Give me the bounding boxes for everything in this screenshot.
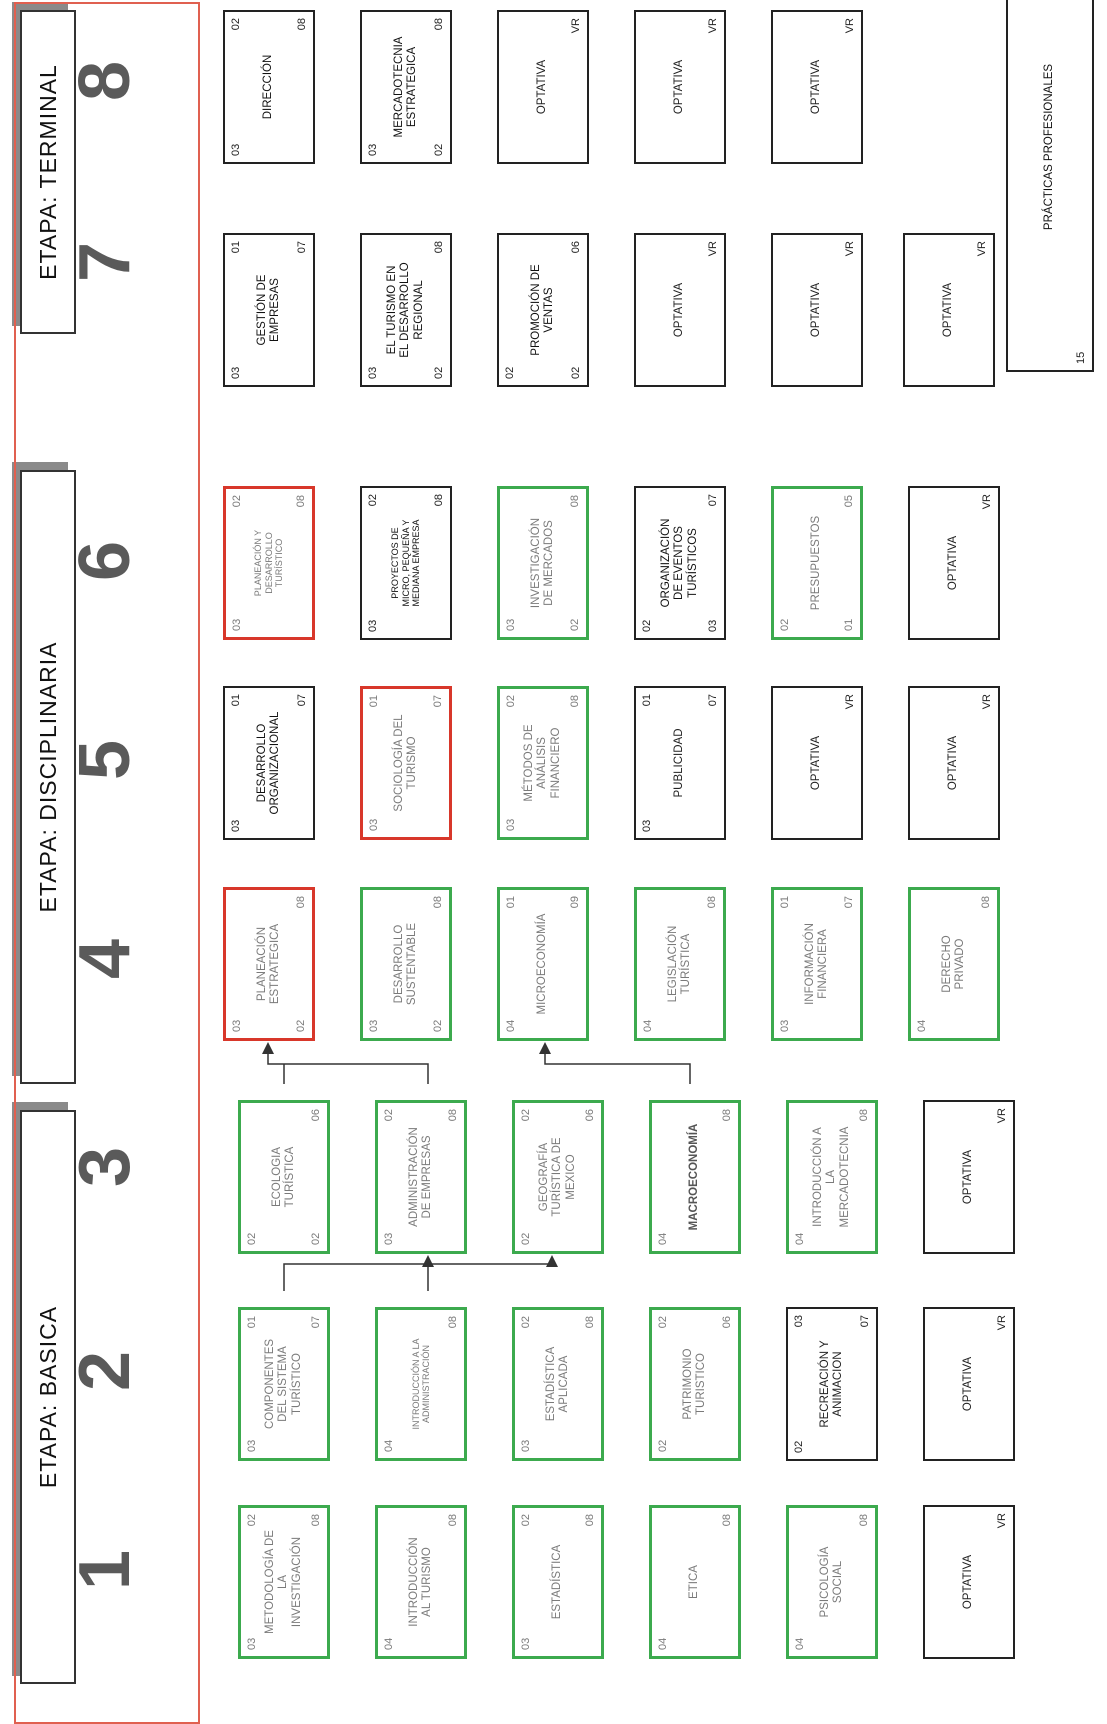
credit-bottom-right: VR [707, 241, 719, 257]
credit-top-left: 02 [504, 366, 516, 379]
credit-bottom-right: 05 [843, 495, 855, 508]
credit-bottom-right: 07 [432, 695, 444, 708]
credit-bottom-right: 07 [296, 694, 308, 707]
course-name: OPTATIVA [947, 535, 960, 591]
credit-top-right: 03 [793, 1315, 805, 1328]
credit-bottom-right: 08 [569, 495, 581, 508]
arrow-introduccion-to-geografia [428, 1258, 552, 1291]
course-name: RECREACIÓN Y ANIMACION [818, 1340, 844, 1428]
course-name: INTRODUCCIÓN AL TURISMO [407, 1537, 433, 1627]
credit-top-left: 02 [793, 1440, 805, 1453]
course-name: PROMOCIÓN DE VENTAS [529, 264, 555, 356]
credit-bottom-right: 08 [858, 1514, 870, 1527]
credit-top-right: 02 [230, 18, 242, 31]
credit-top-left: 02 [246, 1232, 258, 1245]
course-name: ADMINISTRACIÓN DE EMPRESAS [407, 1127, 433, 1227]
credit-bottom-right: 08 [706, 896, 718, 909]
course-name: ECOLOGIA TURÍSTICA [270, 1146, 296, 1208]
credit-bottom-right: 07 [296, 241, 308, 254]
course-name: DESARROLLO ORGANIZACIONAL [255, 711, 281, 815]
arrow-macroeconomia-to-microeconomia [545, 1045, 690, 1084]
semester-number: 6 [65, 540, 145, 582]
credit-top-left: 03 [383, 1232, 395, 1245]
semester-number: 3 [65, 1146, 145, 1188]
credit-top-left: 03 [231, 1019, 243, 1032]
credit-bottom-right: 07 [310, 1316, 322, 1329]
course-name: OPTATIVA [947, 735, 960, 791]
credit-bottom-right: 06 [570, 241, 582, 254]
credit-bottom-right: 08 [432, 896, 444, 909]
credit-bottom-left: 02 [295, 1019, 307, 1032]
credit-bottom-right: 08 [980, 896, 992, 909]
credit-bottom-right: VR [844, 241, 856, 257]
credit-bottom-left: 01 [843, 618, 855, 631]
credit-bottom-right: 08 [433, 18, 445, 31]
course-name: COMPONENTES DEL SISTEMA TURÍSTICO [264, 1338, 303, 1430]
credit-top-right: 02 [367, 494, 379, 507]
credit-top-right: 01 [246, 1316, 258, 1329]
credit-top-left: 03 [641, 819, 653, 832]
credit-top-left: 03 [230, 819, 242, 832]
stage-label-basica: ETAPA: BASICA [20, 1110, 76, 1684]
credit-top-left: 03 [246, 1637, 258, 1650]
credit-top-right: 01 [230, 241, 242, 254]
credit-bottom-right: 08 [447, 1316, 459, 1329]
credit-top-left: 03 [779, 1019, 791, 1032]
credit-bottom-left: 02 [432, 1019, 444, 1032]
course-name: ESTADÍSTICA APLICADA [544, 1346, 570, 1422]
semester-number: 2 [65, 1350, 145, 1392]
credit-top-left: 03 [368, 1019, 380, 1032]
credit-top-left: 04 [642, 1019, 654, 1032]
credit-top-left: 02 [520, 1232, 532, 1245]
credit-bottom-right: 08 [295, 495, 307, 508]
course-name: INTRODUCCIÓN A LA MERCADOTECNIA [812, 1126, 851, 1228]
credit-top-left: 04 [383, 1637, 395, 1650]
credit-top-left: 02 [779, 618, 791, 631]
credit-bottom-left: 02 [310, 1232, 322, 1245]
credit-bottom-right: 09 [569, 896, 581, 909]
course-name: ETICA [688, 1565, 701, 1599]
course-name: OPTATIVA [810, 735, 823, 791]
course-name: PATRIMONIO TURISTICO [681, 1348, 707, 1420]
credit-top-right: 01 [505, 896, 517, 909]
stage-label-disciplinaria: ETAPA: DISCIPLINARIA [20, 470, 76, 1084]
credit-bottom-right: VR [844, 18, 856, 34]
credit-bottom-right: VR [976, 241, 988, 257]
credit-top-right: 02 [246, 1514, 258, 1527]
course-name: OPTATIVA [673, 59, 686, 115]
course-name: PUBLICIDAD [673, 728, 686, 798]
course-name: EL TURISMO EN EL DESARROLLO REGIONAL [386, 262, 425, 358]
course-name: METODOLOGÍA DE LA INVESTIGACIÓN [264, 1530, 303, 1634]
course-name: PLANEACIÓN Y DESARROLLO TURÍSTICO [253, 529, 285, 597]
semester-number: 5 [65, 739, 145, 781]
credit-top-right: 02 [383, 1109, 395, 1122]
credit-top-left: 03 [246, 1439, 258, 1452]
semester-number: 4 [65, 938, 145, 980]
course-name: OPTATIVA [942, 282, 955, 338]
arrow-to-planeacion-estrategica [268, 1045, 428, 1084]
credit-bottom-right: 08 [447, 1514, 459, 1527]
credit-bottom-right: VR [996, 1315, 1008, 1331]
credit-top-right: 01 [230, 694, 242, 707]
course-name: PROYECTOS DE MICRO, PEQUEÑA Y MEDIANA EMPRESA [390, 519, 422, 607]
credit-bottom-right: 07 [843, 896, 855, 909]
course-name: INTRODUCCIÓN A LA ADMINISTRACIÓN [410, 1338, 431, 1430]
credit-top-left: 02 [641, 619, 653, 632]
credit-bottom-right: VR [981, 694, 993, 710]
credit-top-left: 03 [230, 143, 242, 156]
course-name: OPTATIVA [962, 1356, 975, 1412]
credit-bottom-right: VR [996, 1513, 1008, 1529]
credit-top-left: 03 [505, 618, 517, 631]
credit-bottom-right: 08 [447, 1109, 459, 1122]
semester-number: 7 [65, 241, 145, 283]
course-name: OPTATIVA [536, 59, 549, 115]
semester-number: 8 [65, 60, 145, 102]
credit-top-left: 04 [794, 1637, 806, 1650]
credit-bottom-right: VR [844, 694, 856, 710]
credit-bottom-right: VR [570, 18, 582, 34]
credit-top-right: 02 [520, 1514, 532, 1527]
credit-top-left: 03 [367, 143, 379, 156]
course-name: OPTATIVA [962, 1554, 975, 1610]
course-name: OPTATIVA [810, 282, 823, 338]
course-name: ORGANIZACIÓN DE EVENTOS TURÍSTICOS [660, 518, 699, 608]
credit-bottom-right: 06 [310, 1109, 322, 1122]
credit-top-left: 03 [367, 619, 379, 632]
course-name: PRESUPUESTOS [810, 515, 823, 611]
credit-bottom-right: 07 [707, 694, 719, 707]
credit-top-left: 03 [231, 618, 243, 631]
credit-bottom-right: 08 [584, 1514, 596, 1527]
course-name: DERECHO PRIVADO [940, 935, 966, 993]
credit-bottom-right: 08 [433, 241, 445, 254]
credit-top-right: 01 [368, 695, 380, 708]
credit-bottom-right: 07 [859, 1315, 871, 1328]
course-name: OPTATIVA [962, 1149, 975, 1205]
credit-bottom-left: 03 [707, 619, 719, 632]
credit-top-left: 03 [368, 818, 380, 831]
credit-bottom-right: 08 [569, 695, 581, 708]
credit-top-right: 01 [641, 694, 653, 707]
credit-top-left: 02 [657, 1439, 669, 1452]
credit-top-right: 02 [505, 695, 517, 708]
credit-bottom-right: 08 [295, 896, 307, 909]
course-name: MACROECONOMÍA [688, 1123, 701, 1231]
course-name: PLANEACIÓN ESTRATEGICA [255, 923, 281, 1005]
course-name: DESARROLLO SUSTENTABLE [392, 922, 418, 1006]
course-name: MICROECONOMÍA [536, 913, 549, 1015]
credit-top-left: 04 [916, 1019, 928, 1032]
credit-bottom-right: 08 [584, 1316, 596, 1329]
credit-bottom-left: 02 [433, 366, 445, 379]
credit-bottom-right: 08 [858, 1109, 870, 1122]
credit-top-left: 03 [367, 366, 379, 379]
credit-top-right: 02 [231, 495, 243, 508]
credit-top-right: 01 [779, 896, 791, 909]
credit-bottom-right: VR [707, 18, 719, 34]
course-name: MERCADOTECNIA ESTRATEGICA [392, 36, 418, 138]
credit-top-left: 04 [657, 1232, 669, 1245]
course-name: INVESTIGACIÓN DE MERCADOS [529, 517, 555, 609]
semester-number: 1 [65, 1549, 145, 1591]
credit-bottom-right: 08 [310, 1514, 322, 1527]
arrow-componentes-to-administracion [284, 1258, 428, 1291]
course-name: OPTATIVA [810, 59, 823, 115]
credit-bottom-right: VR [996, 1108, 1008, 1124]
course-name: GEOGRAFÍA TURÍSTICA DE MEXICO [538, 1137, 577, 1217]
credit-top-left: 04 [505, 1019, 517, 1032]
credit-top-left: 03 [520, 1637, 532, 1650]
credit-bottom-left: 02 [569, 618, 581, 631]
credit-bottom-right: 06 [584, 1109, 596, 1122]
credit-bottom-left: 15 [1075, 351, 1087, 364]
credit-top-right: 02 [520, 1109, 532, 1122]
course-name: PSICOLOGÍA SOCIAL [818, 1546, 844, 1618]
course-name: SOCIOLOGÍA DEL TURISMO [392, 714, 418, 812]
stage-label-terminal: ETAPA: TERMINAL [20, 10, 76, 334]
course-name: PRÁCTICAS PROFESIONALES [1043, 63, 1056, 231]
credit-bottom-right: 08 [721, 1109, 733, 1122]
credit-bottom-left: 02 [570, 366, 582, 379]
credit-bottom-left: 02 [433, 143, 445, 156]
credit-top-right: 02 [657, 1316, 669, 1329]
credit-bottom-right: 08 [433, 494, 445, 507]
credit-bottom-right: 07 [707, 494, 719, 507]
credit-top-left: 03 [520, 1439, 532, 1452]
credit-bottom-right: 08 [721, 1514, 733, 1527]
course-name: OPTATIVA [673, 282, 686, 338]
course-name: ESTADÍSTICA [551, 1544, 564, 1620]
credit-top-left: 04 [383, 1439, 395, 1452]
credit-bottom-right: 08 [296, 18, 308, 31]
credit-top-left: 03 [230, 366, 242, 379]
credit-top-left: 04 [657, 1637, 669, 1650]
credit-top-right: 02 [520, 1316, 532, 1329]
credit-top-left: 03 [505, 818, 517, 831]
course-name: GESTIÓN DE EMPRESAS [255, 274, 281, 346]
credit-top-left: 04 [794, 1232, 806, 1245]
credit-bottom-right: 06 [721, 1316, 733, 1329]
credit-bottom-right: VR [981, 494, 993, 510]
course-name: MÉTODOS DE ANÁLISIS FINANCIERO [523, 724, 562, 802]
course-name: INFORMACIÓN FINANCIERA [803, 923, 829, 1005]
course-name: LEGISLACIÓN TURÍSTICA [666, 925, 692, 1003]
course-name: DIRECCIÓN [262, 54, 275, 120]
